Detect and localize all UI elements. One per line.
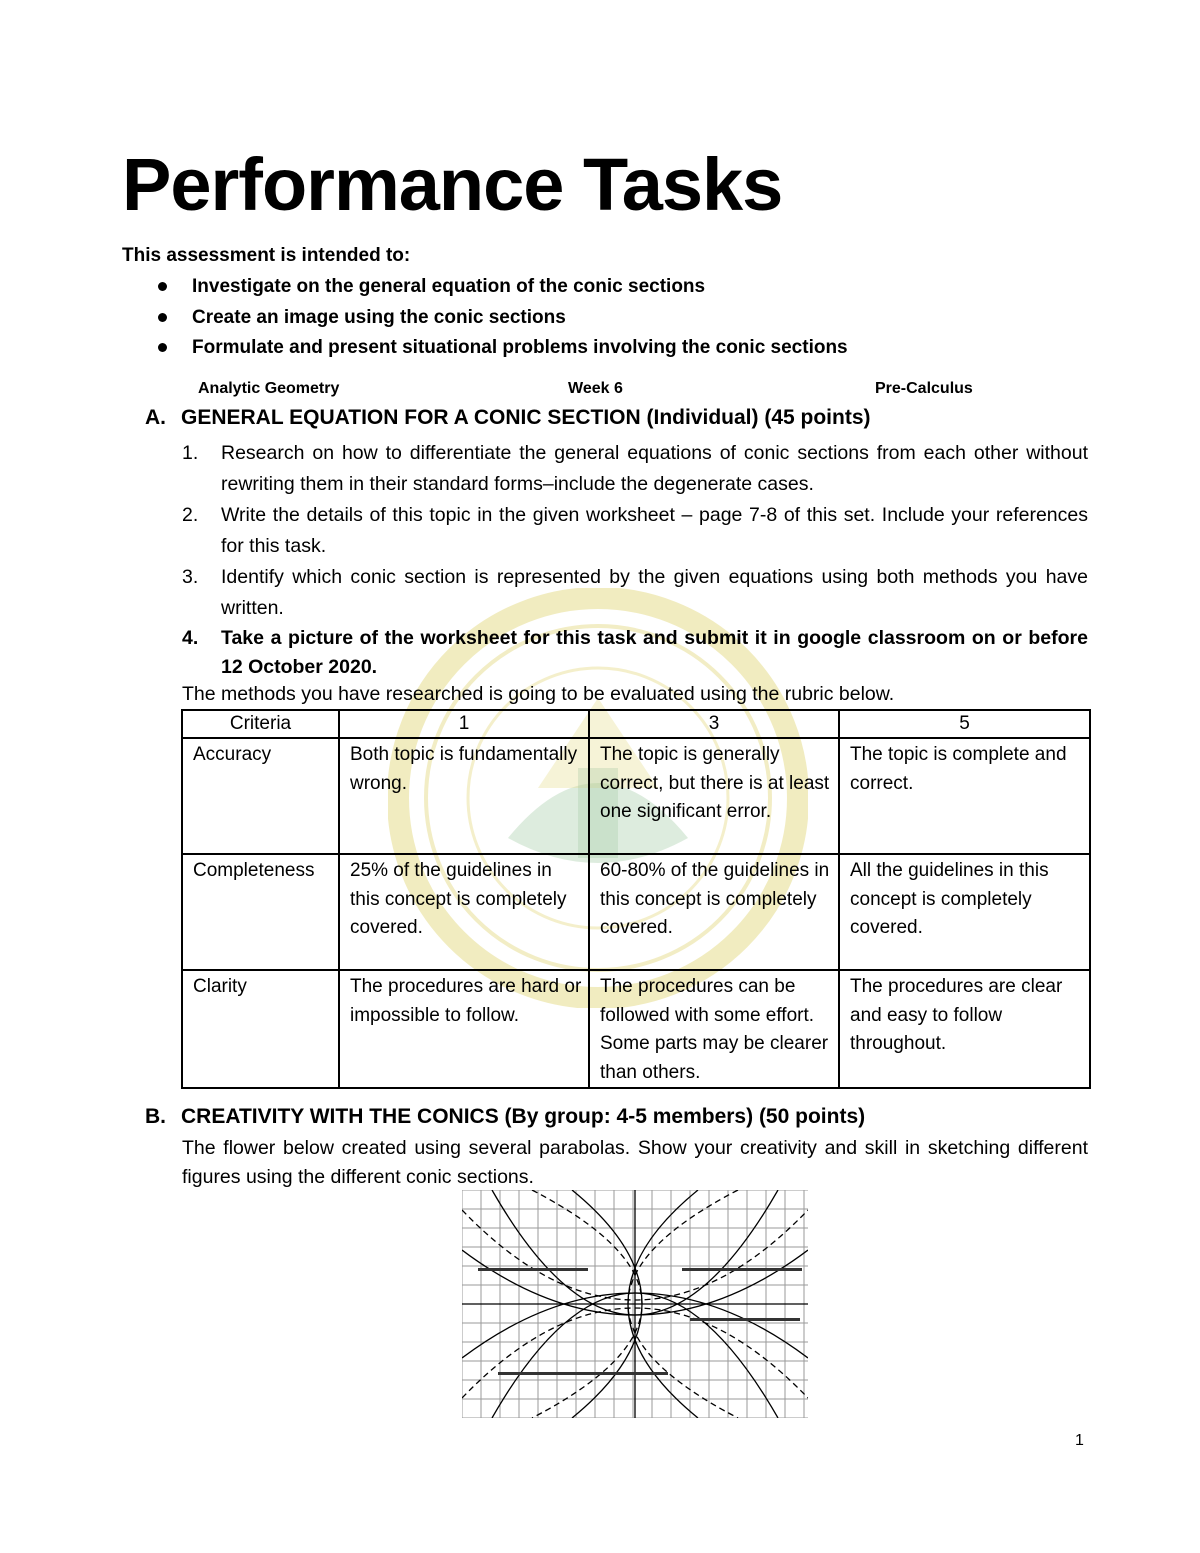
page-title: Performance Tasks — [122, 143, 783, 226]
meta-course: Pre-Calculus — [875, 380, 973, 397]
rubric-intro: The methods you have researched is going to be evaluated using the rubric below. — [182, 683, 895, 705]
table-row — [182, 970, 1090, 1088]
rubric-cell: 60-80% of the guidelines in this concept is completely covered. — [589, 854, 839, 970]
meta-subject: Analytic Geometry — [198, 380, 340, 397]
rubric-cell: The procedures can be followed with some effort. Some parts may be clearer than others. — [589, 970, 839, 1088]
step-text: Identify which conic section is represented by the given equations using both methods you have written. — [221, 566, 1088, 619]
step-number: 1. — [182, 442, 199, 464]
objective-item — [155, 333, 848, 364]
bullet-icon — [158, 313, 167, 322]
bullet-icon — [158, 343, 167, 352]
section-b-text: The flower below created using several parabolas. Show your creativity and skill in sketching different figures using the different conic sections. — [182, 1137, 1088, 1188]
step-item — [182, 562, 1088, 624]
rubric-table — [181, 709, 1091, 1089]
rubric-cell: The procedures are hard or impossible to follow. — [339, 970, 589, 1088]
rubric-header-cell: 3 — [589, 710, 839, 738]
rubric-header-cell: 5 — [839, 710, 1090, 738]
rubric-cell: Both topic is fundamentally wrong. — [339, 738, 589, 854]
step-number: 2. — [182, 504, 199, 526]
objective-item — [155, 303, 848, 334]
step-item — [182, 438, 1088, 500]
step-text: Take a picture of the worksheet for this task and submit it in google classroom on or before 12 October 2020. — [221, 627, 1088, 678]
rubric-cell: The topic is complete and correct. — [839, 738, 1090, 854]
step-item — [182, 624, 1088, 682]
rubric-header-row — [182, 710, 1090, 738]
rubric-cell: 25% of the guidelines in this concept is completely covered. — [339, 854, 589, 970]
parabola-flower-graph — [462, 1190, 808, 1418]
section-b-title: CREATIVITY WITH THE CONICS (By group: 4-5 members) (50 points) — [181, 1105, 866, 1128]
objectives-list — [155, 272, 848, 364]
objective-text: Create an image using the conic sections — [192, 306, 566, 328]
table-row — [182, 854, 1090, 970]
objective-text: Formulate and present situational problems involving the conic sections — [192, 337, 848, 358]
rubric-criteria-cell: Completeness — [182, 854, 339, 970]
section-b-heading — [145, 1103, 865, 1131]
step-text: Research on how to differentiate the general equations of conic sections from each other without rewriting them in their standard forms–include the degenerate cases. — [221, 442, 1088, 495]
rubric-cell: The topic is generally correct, but there is at least one significant error. — [589, 738, 839, 854]
objective-text: Investigate on the general equation of the conic sections — [192, 276, 706, 297]
step-item — [182, 500, 1088, 562]
step-number: 4. — [182, 627, 199, 649]
rubric-header-cell: 1 — [339, 710, 589, 738]
section-a-title: GENERAL EQUATION FOR A CONIC SECTION (Individual) (45 points) — [181, 406, 871, 429]
rubric-header-cell: Criteria — [182, 710, 339, 738]
meta-week: Week 6 — [568, 380, 623, 397]
rubric-criteria-cell: Accuracy — [182, 738, 339, 854]
step-number: 3. — [182, 566, 199, 588]
section-a-steps — [182, 438, 1088, 682]
section-a-heading — [145, 404, 871, 432]
rubric-cell: All the guidelines in this concept is completely covered. — [839, 854, 1090, 970]
section-a-letter: A. — [145, 406, 166, 429]
intro-text: This assessment is intended to: — [122, 245, 411, 266]
rubric-criteria-cell: Clarity — [182, 970, 339, 1088]
table-row — [182, 738, 1090, 854]
objective-item — [155, 272, 848, 303]
section-b-letter: B. — [145, 1105, 166, 1128]
page-number: 1 — [1075, 1432, 1084, 1449]
bullet-icon — [158, 282, 167, 291]
rubric-cell: The procedures are clear and easy to follow throughout. — [839, 970, 1090, 1088]
step-text: Write the details of this topic in the given worksheet – page 7-8 of this set. Include your references for this task. — [221, 504, 1088, 557]
